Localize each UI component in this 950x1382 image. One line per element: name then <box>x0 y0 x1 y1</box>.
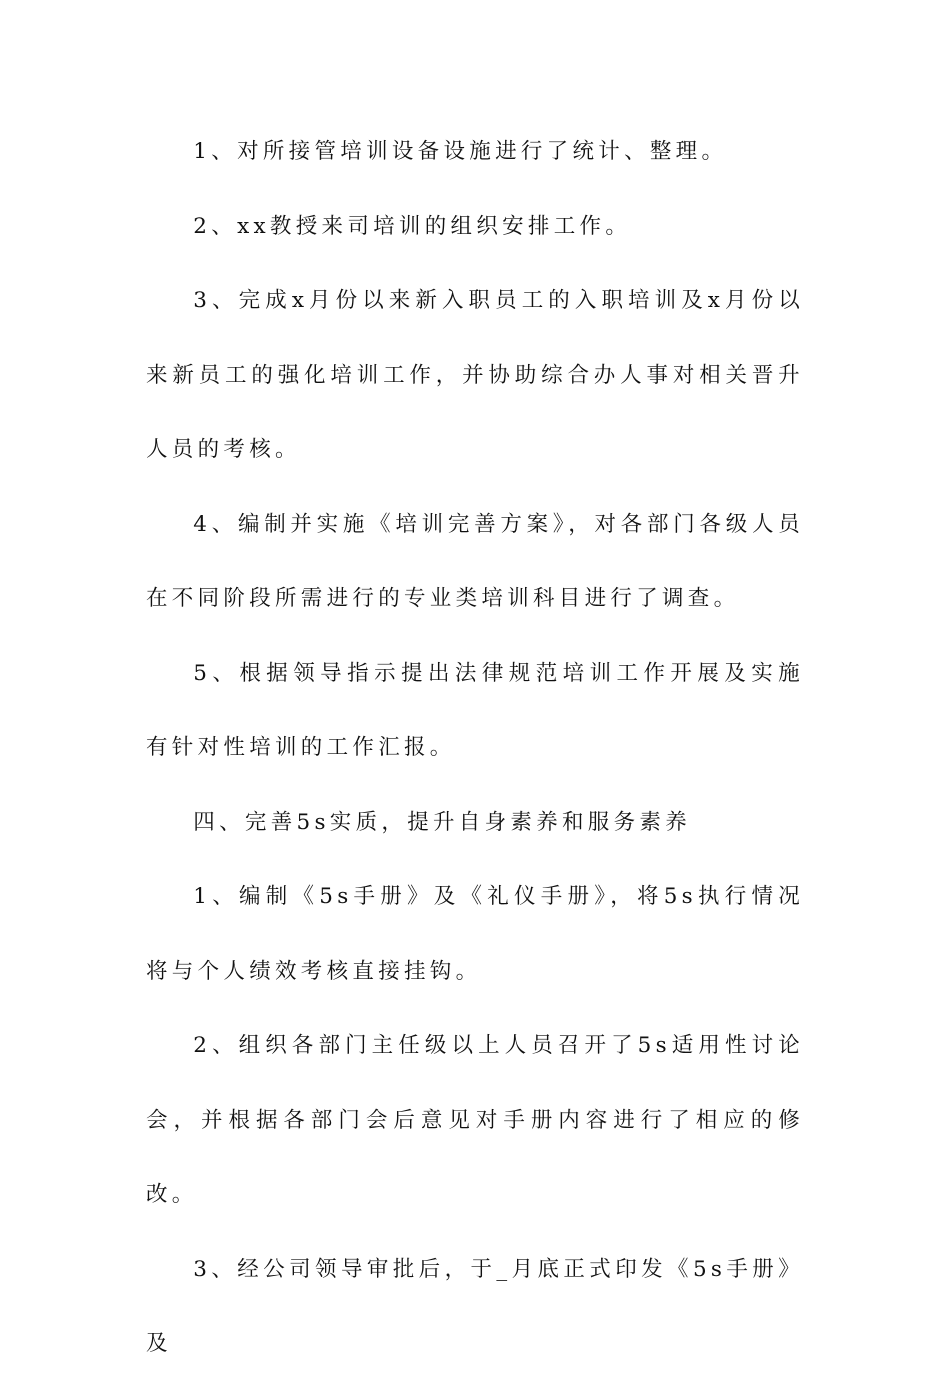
paragraph-item-6: 1、编制《5s手册》及《礼仪手册》，将5s执行情况将与个人绩效考核直接挂钩。 <box>146 884 804 984</box>
paragraph-item-2: 2、xx教授来司培训的组织安排工作。 <box>193 213 632 239</box>
paragraph-item-4: 4、编制并实施《培训完善方案》，对各部门各级人员在不同阶段所需进行的专业类培训科目进行了调查。 <box>146 511 804 611</box>
paragraph-item-5: 5、根据领导指示提出法律规范培训工作开展及实施有针对性培训的工作汇报。 <box>146 660 804 760</box>
paragraph-item-7: 2、组织各部门主任级以上人员召开了5s适用性讨论会，并根据各部门会后意见对手册内容进行了相应的修改。 <box>146 1033 804 1207</box>
section-heading: 四、完善5s实质，提升自身素养和服务素养 <box>193 809 692 835</box>
paragraph-item-8: 3、经公司领导审批后，于_月底正式印发《5s手册》及 <box>146 1256 804 1356</box>
paragraph-item-3: 3、完成x月份以来新入职员工的入职培训及x月份以来新员工的强化培训工作，并协助综合办人事对相关晋升人员的考核。 <box>146 288 804 462</box>
paragraph-item-1: 1、对所接管培训设备设施进行了统计、整理。 <box>193 139 728 164</box>
document-body <box>146 115 804 1382</box>
